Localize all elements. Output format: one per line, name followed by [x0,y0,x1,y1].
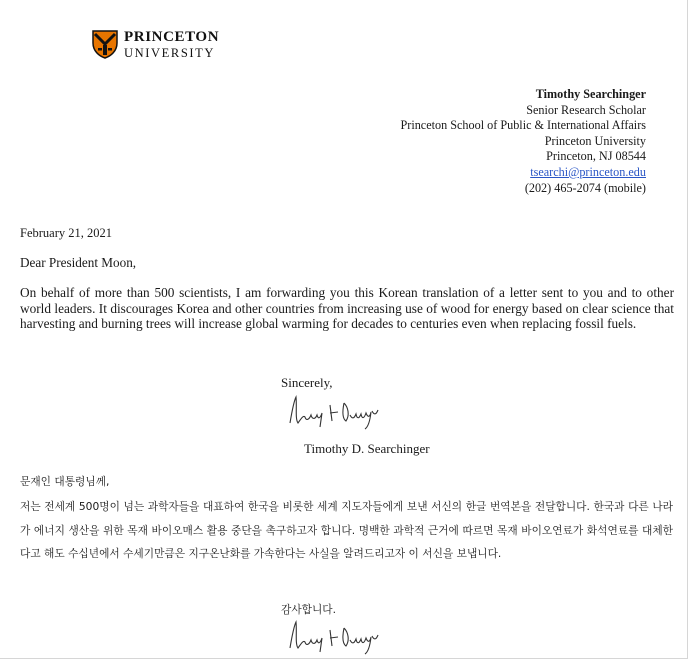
sender-phone: (202) 465-2074 (mobile) [524,180,646,195]
sender-university: Princeton University [544,133,646,148]
letter-date: February 21, 2021 [20,226,112,240]
korean-closing: 감사합니다. [281,603,337,616]
sender-address-block [400,87,646,196]
letter-body-korean: 저는 전세계 500명이 넘는 과학자들을 대표하여 한국을 비롯한 세계 지도자들에게 보낸 서신의 한글 번역본을 전달합니다. 한국과 다른 나라가 에너지 생산을 위한 목재 바이오매스 활용 중단을 촉구하고자 합니다. 명백한 과학적 근거에 따르면 목재 바이오연료가 화석연료를 대체한다고 해도 수십년에서 수세기만큼은 지구온난화를 가속한다는 사실을 알려드리고자 이 서신을 보냅니다. [20,500,673,561]
sender-title: Senior Research Scholar [526,102,646,117]
closing: Sincerely, [281,375,333,390]
salutation: Dear President Moon, [20,255,137,270]
princeton-logo [92,30,219,60]
letter-body-english: On behalf of more than 500 scientists, I am forwarding you this Korean translation of a letter sent to you and to other world leaders. It discourages Korea and other countries from increasing use of wood for energy based on clear science that harvesting and burning trees will increase global warming for decades to centuries even when replacing fossil fuels. [20,285,674,332]
handwritten-signature-korean [286,618,386,658]
handwritten-signature [286,393,386,433]
sender-city: Princeton, NJ 08544 [546,149,646,164]
sender-name: Timothy Searchinger [535,87,646,101]
signature-name: Timothy D. Searchinger [304,441,430,456]
korean-salutation: 문재인 대통령님께, [20,475,110,488]
sender-school: Princeton School of Public & International Affairs [400,118,646,133]
logo-line-princeton: PRINCETON [124,29,220,45]
sender-email-link[interactable]: tsearchi@princeton.edu [530,164,646,179]
logo-line-university: UNIVERSITY [124,46,215,60]
princeton-shield-icon [92,30,118,59]
